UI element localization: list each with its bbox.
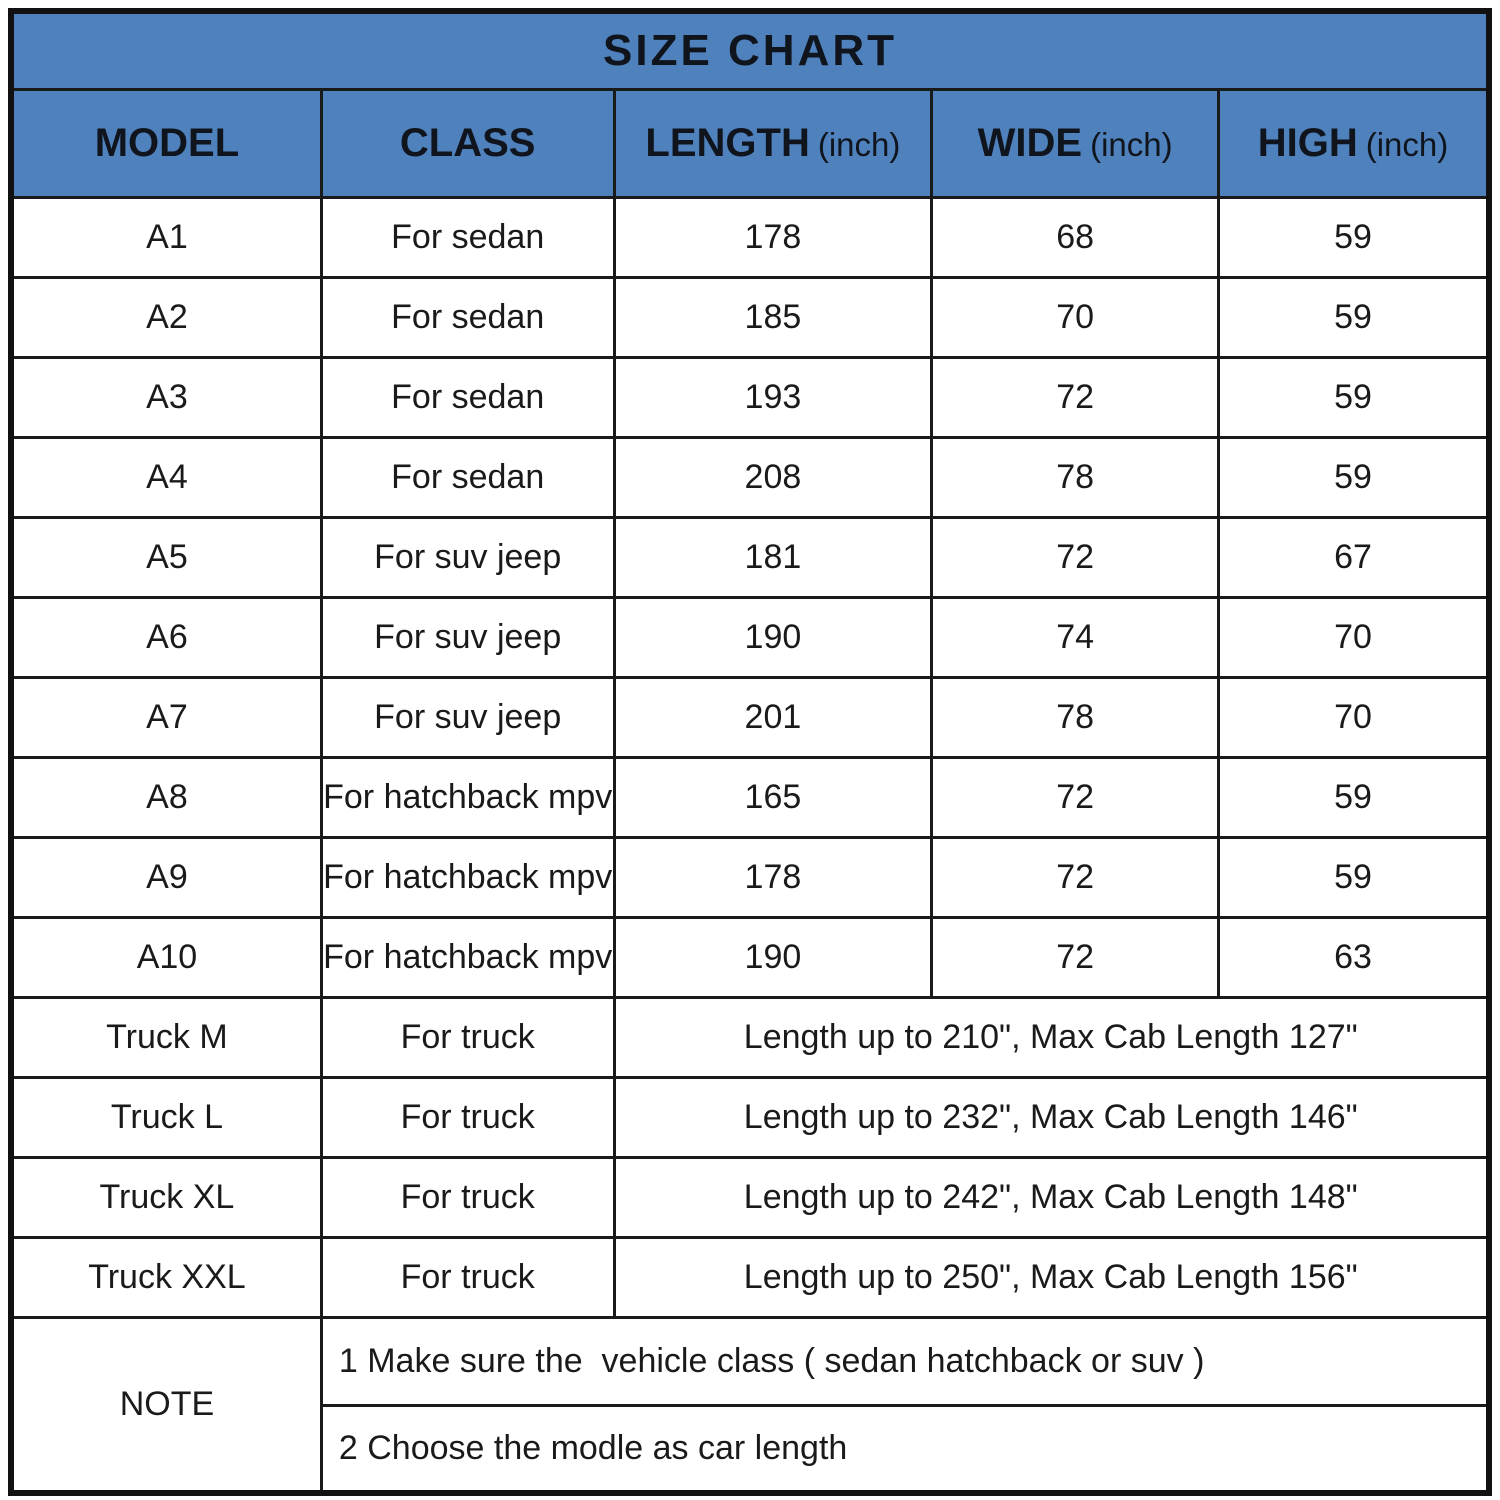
class-cell: For hatchback mpv: [321, 757, 614, 837]
note-row-1: [11, 1317, 1489, 1405]
header-wide: [932, 89, 1219, 197]
high-cell: 59: [1219, 277, 1490, 357]
class-cell: For truck: [321, 1077, 614, 1157]
page-title: SIZE CHART: [603, 25, 897, 75]
high-cell: 70: [1219, 597, 1490, 677]
table-row-truck-m: [11, 997, 1489, 1077]
length-cell: 181: [614, 517, 932, 597]
class-cell: For truck: [321, 1157, 614, 1237]
header-wide-label: WIDE: [977, 120, 1083, 165]
length-cell: 208: [614, 437, 932, 517]
header-class: [321, 89, 614, 197]
wide-cell: 72: [932, 837, 1219, 917]
table-row-truck-xl: [11, 1157, 1489, 1237]
length-cell: 178: [614, 837, 932, 917]
size-chart-table: [8, 8, 1492, 1496]
table-row-a6: [11, 597, 1489, 677]
header-length: [614, 89, 932, 197]
high-cell: 59: [1219, 197, 1490, 277]
wide-cell: 72: [932, 757, 1219, 837]
model-cell: A2: [11, 277, 321, 357]
table-row-a8: [11, 757, 1489, 837]
header-high-unit: (inch): [1365, 125, 1449, 163]
truck-spec-cell: Length up to 250", Max Cab Length 156": [614, 1237, 1489, 1317]
class-cell: For sedan: [321, 197, 614, 277]
class-cell: For sedan: [321, 357, 614, 437]
high-cell: 70: [1219, 677, 1490, 757]
class-cell: For hatchback mpv: [321, 917, 614, 997]
wide-cell: 70: [932, 277, 1219, 357]
header-class-label: CLASS: [399, 120, 536, 165]
length-cell: 190: [614, 597, 932, 677]
model-cell: Truck XL: [11, 1157, 321, 1237]
class-cell: For suv jeep: [321, 677, 614, 757]
header-wide-unit: (inch): [1090, 125, 1173, 163]
wide-cell: 72: [932, 357, 1219, 437]
model-cell: Truck M: [11, 997, 321, 1077]
truck-spec-cell: Length up to 232", Max Cab Length 146": [614, 1077, 1489, 1157]
high-cell: 59: [1219, 357, 1490, 437]
high-cell: 59: [1219, 837, 1490, 917]
high-cell: 59: [1219, 437, 1490, 517]
truck-spec-cell: Length up to 210", Max Cab Length 127": [614, 997, 1489, 1077]
header-high-label: HIGH: [1257, 120, 1358, 165]
header-high: [1219, 89, 1490, 197]
length-cell: 190: [614, 917, 932, 997]
table-row-a2: [11, 277, 1489, 357]
high-cell: 63: [1219, 917, 1490, 997]
model-cell: A8: [11, 757, 321, 837]
model-cell: A7: [11, 677, 321, 757]
header-model: [11, 89, 321, 197]
model-cell: A10: [11, 917, 321, 997]
model-cell: Truck L: [11, 1077, 321, 1157]
header-length-unit: (inch): [817, 125, 901, 163]
note-line-1: 1 Make sure the vehicle class ( sedan hatchback or suv ): [321, 1317, 1489, 1405]
table-row-a4: [11, 437, 1489, 517]
wide-cell: 78: [932, 677, 1219, 757]
model-cell: Truck XXL: [11, 1237, 321, 1317]
column-header-row: [11, 89, 1489, 197]
wide-cell: 72: [932, 517, 1219, 597]
title-cell: [11, 11, 1489, 89]
table-row-a1: [11, 197, 1489, 277]
high-cell: 67: [1219, 517, 1490, 597]
wide-cell: 78: [932, 437, 1219, 517]
note-label-cell: NOTE: [11, 1317, 321, 1493]
header-length-label: LENGTH: [645, 120, 810, 165]
model-cell: A3: [11, 357, 321, 437]
length-cell: 193: [614, 357, 932, 437]
class-cell: For hatchback mpv: [321, 837, 614, 917]
class-cell: For sedan: [321, 437, 614, 517]
wide-cell: 68: [932, 197, 1219, 277]
table-row-a5: [11, 517, 1489, 597]
model-cell: A5: [11, 517, 321, 597]
high-cell: 59: [1219, 757, 1490, 837]
table-row-a9: [11, 837, 1489, 917]
table-row-a10: [11, 917, 1489, 997]
length-cell: 201: [614, 677, 932, 757]
length-cell: 185: [614, 277, 932, 357]
class-cell: For suv jeep: [321, 517, 614, 597]
table-row-truck-l: [11, 1077, 1489, 1157]
table-row-truck-xxl: [11, 1237, 1489, 1317]
wide-cell: 74: [932, 597, 1219, 677]
class-cell: For truck: [321, 997, 614, 1077]
table-row-a3: [11, 357, 1489, 437]
model-cell: A9: [11, 837, 321, 917]
table-row-a7: [11, 677, 1489, 757]
wide-cell: 72: [932, 917, 1219, 997]
truck-spec-cell: Length up to 242", Max Cab Length 148": [614, 1157, 1489, 1237]
length-cell: 165: [614, 757, 932, 837]
model-cell: A4: [11, 437, 321, 517]
length-cell: 178: [614, 197, 932, 277]
model-cell: A1: [11, 197, 321, 277]
model-cell: A6: [11, 597, 321, 677]
header-model-label: MODEL: [94, 120, 240, 165]
class-cell: For suv jeep: [321, 597, 614, 677]
note-line-2: 2 Choose the modle as car length: [321, 1405, 1489, 1493]
class-cell: For sedan: [321, 277, 614, 357]
class-cell: For truck: [321, 1237, 614, 1317]
title-row: [11, 11, 1489, 89]
